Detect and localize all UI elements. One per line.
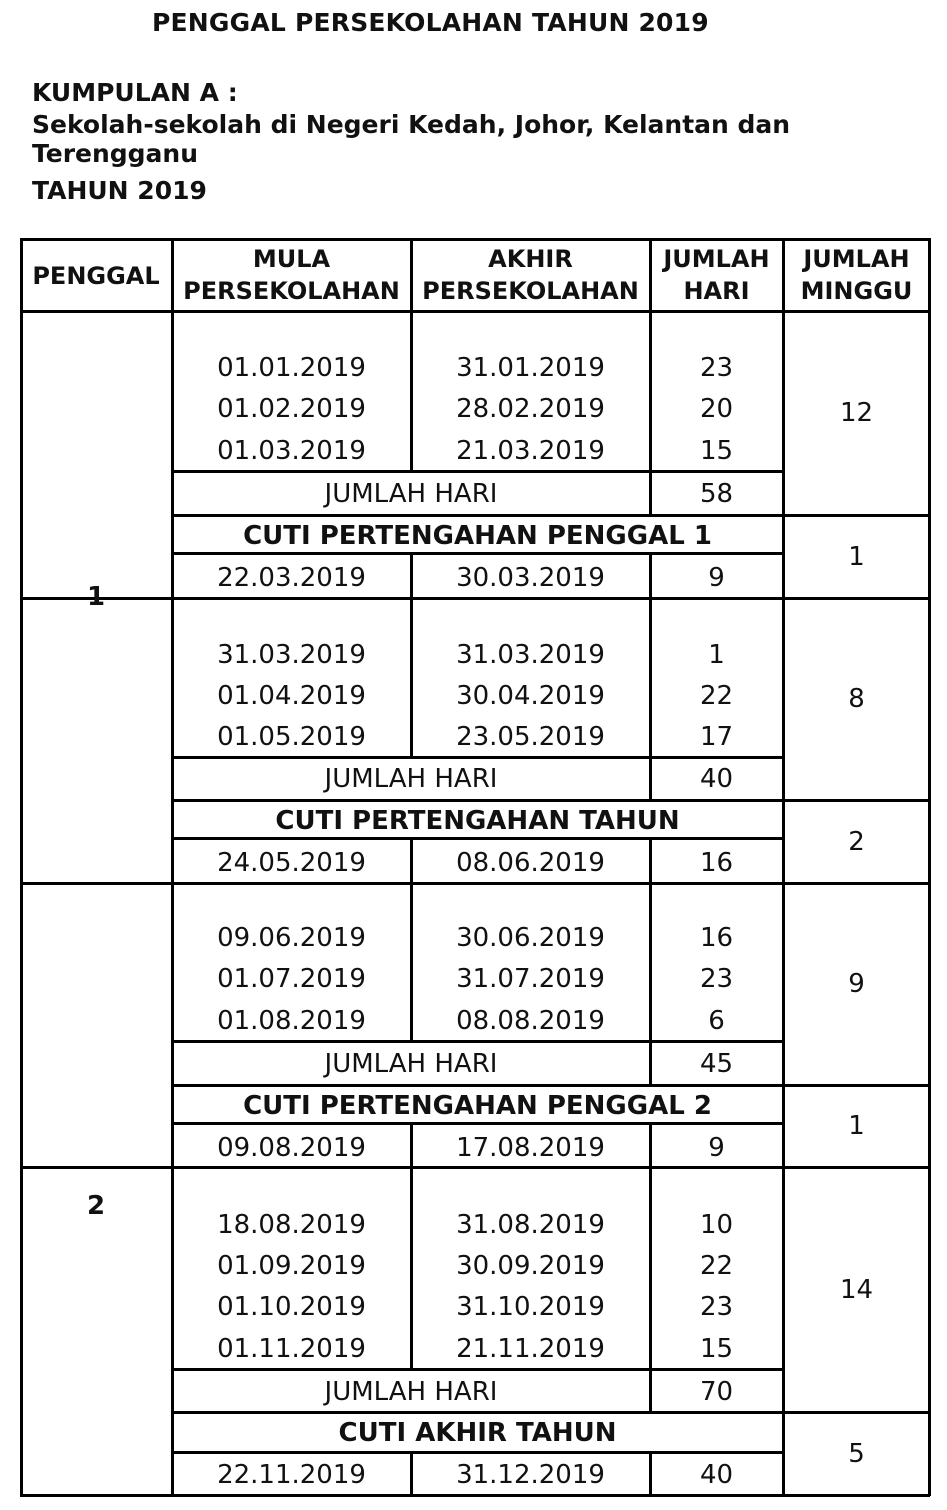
- term-1-label: 1: [86, 582, 106, 612]
- table-rule: [20, 238, 930, 241]
- start-date: 01.04.2019: [217, 681, 366, 711]
- total-days-label: JUMLAH HARI: [324, 1377, 498, 1407]
- end-date: 30.06.2019: [456, 923, 605, 953]
- day-count: 15: [699, 1334, 734, 1364]
- header-mula-persekolahan-line1: MULA: [252, 245, 331, 273]
- group-label: KUMPULAN A :: [32, 78, 238, 107]
- header-akhir-persekolahan-line2: PERSEKOLAHAN: [422, 277, 639, 305]
- total-days-value: 40: [699, 764, 734, 794]
- holiday-weeks-value: 2: [848, 826, 865, 857]
- header-jumlah-hari: [650, 242, 783, 308]
- holiday-end-date: 31.12.2019: [456, 1460, 605, 1490]
- day-count: 23: [699, 353, 734, 383]
- holiday-start-date: 22.03.2019: [217, 563, 366, 593]
- table-rule: [20, 882, 930, 885]
- start-date: 09.06.2019: [217, 923, 366, 953]
- end-date: 23.05.2019: [456, 722, 605, 752]
- end-date: 30.09.2019: [456, 1251, 605, 1281]
- holiday-day-count: 40: [699, 1460, 734, 1490]
- weeks-value: 12: [839, 398, 874, 428]
- header-akhir-persekolahan: [411, 242, 650, 308]
- holiday-end-date: 30.03.2019: [456, 563, 605, 593]
- day-count: 1: [708, 640, 725, 670]
- start-date: 01.03.2019: [217, 436, 366, 466]
- header-jumlah-hari-line2: HARI: [683, 277, 750, 305]
- weeks-value: 9: [848, 969, 865, 999]
- day-count: 22: [699, 681, 734, 711]
- day-count: 23: [699, 964, 734, 994]
- total-days-label: JUMLAH HARI: [324, 1049, 498, 1079]
- end-date: 31.03.2019: [456, 640, 605, 670]
- school-term-table: [20, 238, 930, 1496]
- holiday-end-date: 08.06.2019: [456, 848, 605, 878]
- start-date: 31.03.2019: [217, 640, 366, 670]
- holiday-weeks-value: 1: [848, 541, 865, 572]
- day-count: 23: [699, 1292, 734, 1322]
- holiday-weeks-value: 5: [848, 1439, 865, 1469]
- end-date: 21.11.2019: [456, 1334, 605, 1364]
- total-days-value: 45: [699, 1049, 734, 1079]
- day-count: 22: [699, 1251, 734, 1281]
- total-days-label: JUMLAH HARI: [324, 479, 498, 509]
- holiday-start-date: 22.11.2019: [217, 1460, 366, 1490]
- end-date: 08.08.2019: [456, 1006, 605, 1036]
- weeks-value: 14: [839, 1274, 874, 1305]
- end-date: 21.03.2019: [456, 436, 605, 466]
- start-date: 01.08.2019: [217, 1006, 366, 1036]
- end-date: 31.10.2019: [456, 1292, 605, 1322]
- total-days-label: JUMLAH HARI: [324, 764, 498, 794]
- holiday-weeks-value: 1: [848, 1111, 865, 1141]
- start-date: 01.10.2019: [217, 1292, 366, 1322]
- total-days-value: 70: [699, 1377, 734, 1407]
- end-date: 30.04.2019: [456, 681, 605, 711]
- day-count: 16: [699, 923, 734, 953]
- header-akhir-persekolahan-line1: AKHIR: [488, 245, 573, 273]
- day-count: 15: [699, 436, 734, 466]
- holiday-start-date: 24.05.2019: [217, 848, 366, 878]
- end-date: 31.01.2019: [456, 353, 605, 383]
- header-mula-persekolahan-line2: PERSEKOLAHAN: [183, 277, 400, 305]
- table-rule: [20, 310, 930, 313]
- end-date: 31.07.2019: [456, 964, 605, 994]
- document-title: PENGGAL PERSEKOLAHAN TAHUN 2019: [152, 8, 709, 37]
- holiday-start-date: 09.08.2019: [217, 1133, 366, 1163]
- header-jumlah-minggu-line2: MINGGU: [800, 277, 913, 305]
- start-date: 01.05.2019: [217, 722, 366, 752]
- header-jumlah-minggu-line1: JUMLAH: [803, 245, 910, 273]
- holiday-day-count: 16: [699, 848, 734, 878]
- table-rule: [20, 238, 23, 1496]
- holiday-end-date: 17.08.2019: [456, 1133, 605, 1163]
- year-label: TAHUN 2019: [32, 176, 207, 205]
- day-count: 10: [699, 1210, 734, 1240]
- start-date: 01.02.2019: [217, 394, 366, 424]
- holiday-day-count: 9: [708, 563, 725, 593]
- holiday-title: CUTI PERTENGAHAN TAHUN: [275, 806, 680, 836]
- day-count: 20: [699, 394, 734, 424]
- holiday-title: CUTI PERTENGAHAN PENGGAL 2: [243, 1091, 712, 1121]
- day-count: 6: [708, 1006, 725, 1036]
- end-date: 31.08.2019: [456, 1210, 605, 1240]
- header-jumlah-minggu: [783, 242, 930, 308]
- start-date: 01.09.2019: [217, 1251, 366, 1281]
- header-jumlah-hari-line1: JUMLAH: [663, 245, 770, 273]
- term-2-label: 2: [86, 1191, 106, 1221]
- start-date: 01.07.2019: [217, 964, 366, 994]
- holiday-title: CUTI PERTENGAHAN PENGGAL 1: [243, 521, 712, 551]
- group-description: Sekolah-sekolah di Negeri Kedah, Johor, Kelantan dan Terengganu: [32, 110, 791, 168]
- total-days-value: 58: [699, 479, 734, 509]
- header-mula-persekolahan: [172, 242, 411, 308]
- end-date: 28.02.2019: [456, 394, 605, 424]
- start-date: 01.11.2019: [217, 1334, 366, 1364]
- holiday-day-count: 9: [708, 1133, 725, 1163]
- day-count: 17: [699, 722, 734, 752]
- start-date: 01.01.2019: [217, 353, 366, 383]
- start-date: 18.08.2019: [217, 1210, 366, 1240]
- header-penggal: PENGGAL: [32, 262, 160, 290]
- holiday-title: CUTI AKHIR TAHUN: [338, 1418, 617, 1448]
- weeks-value: 8: [848, 684, 865, 714]
